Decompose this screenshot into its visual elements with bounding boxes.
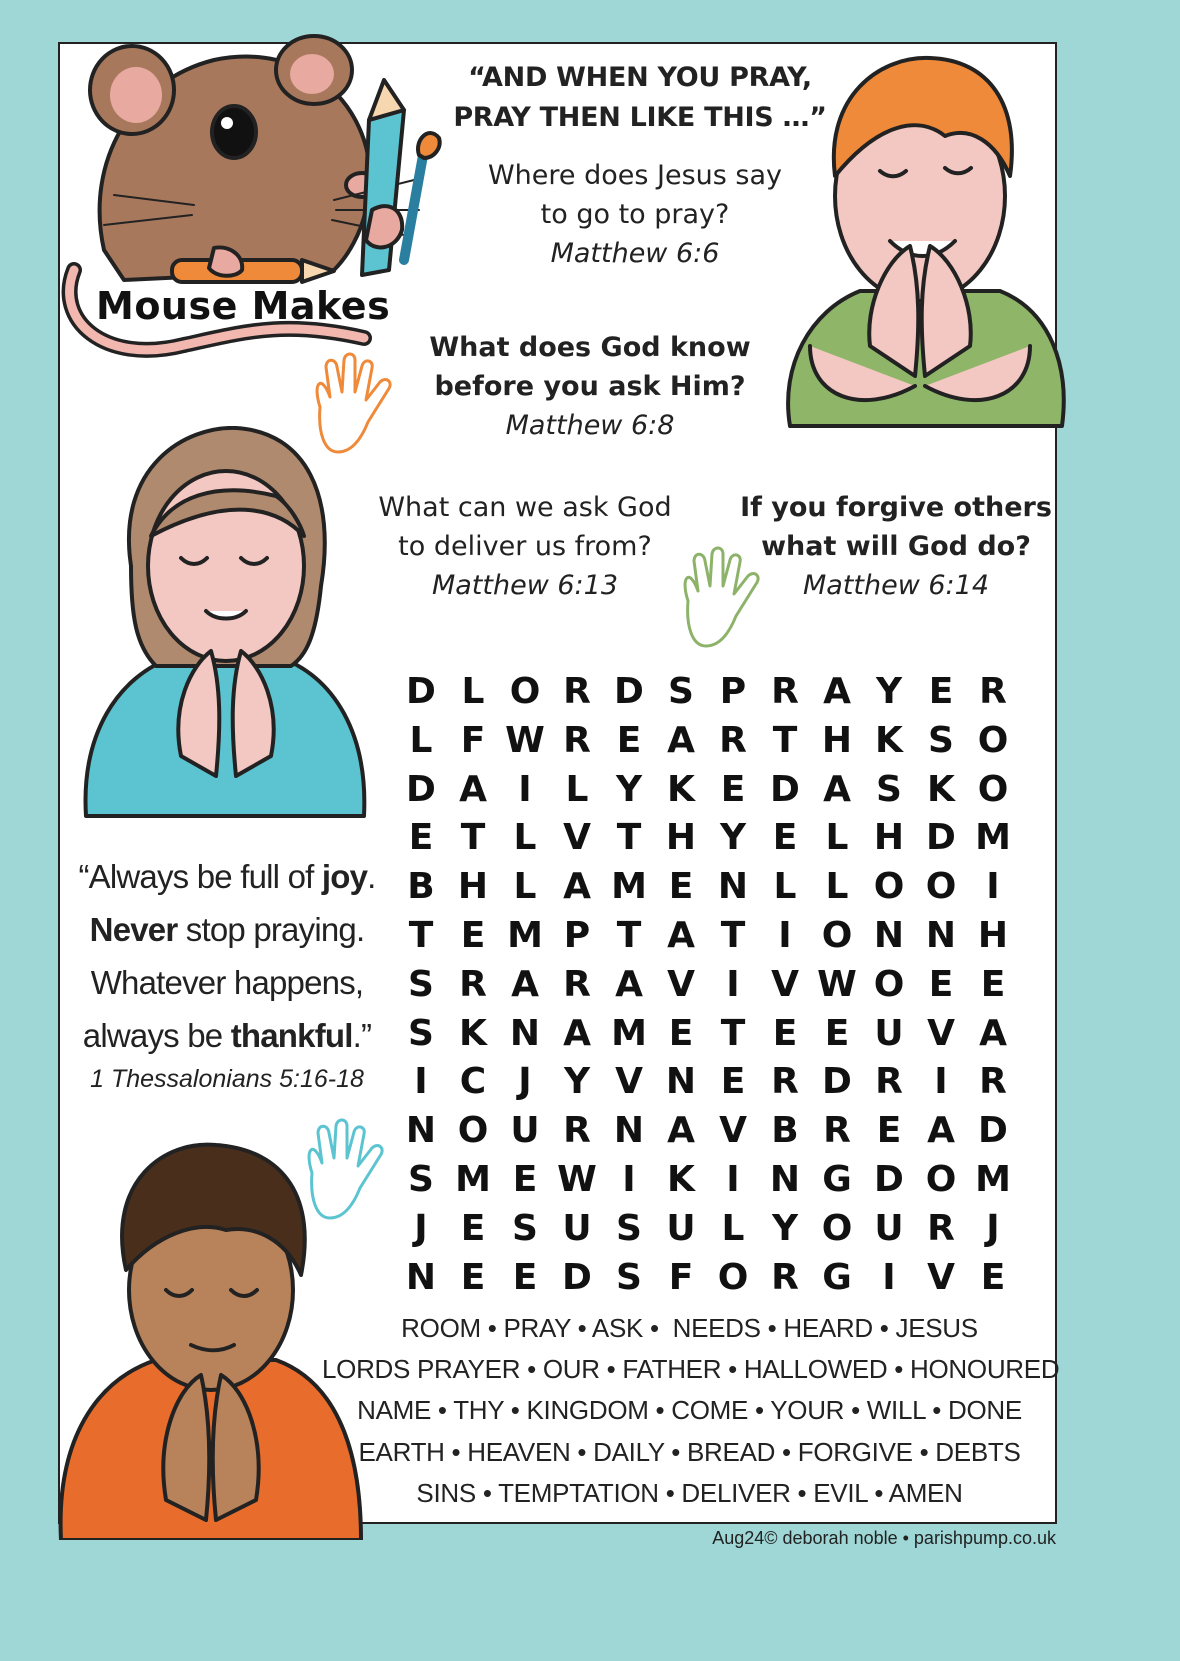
- question-3-ref: Matthew 6:13: [431, 570, 619, 601]
- grid-letter[interactable]: B: [771, 1110, 799, 1152]
- grid-letter[interactable]: V: [719, 1110, 747, 1152]
- grid-row: [395, 1205, 1019, 1254]
- word-list-line: LORDS PRAYER • OUR • FATHER • HALLOWED • HONOURED: [322, 1354, 1060, 1385]
- question-3: [365, 488, 685, 605]
- word-list-line: NAME • THY • KINGDOM • COME • YOUR • WILL • DONE: [357, 1395, 1022, 1426]
- grid-letter[interactable]: O: [821, 1207, 853, 1249]
- verse-reference: 1 Thessalonians 5:16-18: [90, 1065, 364, 1093]
- grid-letter[interactable]: V: [615, 1061, 643, 1103]
- verse-line-3: Whatever happens,: [90, 964, 364, 1001]
- grid-letter[interactable]: L: [513, 817, 537, 859]
- grid-letter[interactable]: K: [875, 719, 903, 761]
- grid-letter[interactable]: M: [611, 866, 647, 908]
- verse-emphasis: thankful: [230, 1017, 353, 1054]
- grid-letter[interactable]: P: [719, 671, 747, 712]
- grid-letter[interactable]: E: [876, 1110, 902, 1152]
- grid-letter[interactable]: D: [406, 768, 436, 810]
- grid-row: [395, 863, 1019, 912]
- grid-letter[interactable]: I: [414, 1061, 428, 1103]
- grid-letter[interactable]: N: [873, 914, 905, 956]
- grid-letter[interactable]: N: [509, 1012, 541, 1054]
- grid-letter[interactable]: D: [614, 671, 644, 712]
- grid-letter[interactable]: H: [977, 914, 1009, 956]
- grid-letter[interactable]: E: [460, 914, 486, 956]
- verse-line-2: [68, 903, 386, 956]
- grid-letter[interactable]: R: [979, 671, 1007, 712]
- grid-letter[interactable]: E: [928, 963, 954, 1005]
- word-list-line: ROOM • PRAY • ASK • NEEDS • HEARD • JESUS: [401, 1313, 978, 1343]
- grid-letter[interactable]: A: [823, 768, 851, 810]
- verse-text: always be: [82, 1017, 231, 1054]
- verse-line-1: [68, 850, 386, 903]
- grid-letter[interactable]: U: [666, 1207, 696, 1249]
- title-line-2: PRAY THEN LIKE THIS …”: [453, 102, 827, 133]
- grid-letter[interactable]: V: [667, 963, 695, 1005]
- grid-letter[interactable]: O: [925, 866, 957, 908]
- grid-row: [395, 1107, 1019, 1156]
- grid-letter[interactable]: D: [926, 817, 956, 859]
- grid-row: [395, 1058, 1019, 1107]
- grid-letter[interactable]: A: [667, 719, 695, 761]
- grid-letter[interactable]: Y: [771, 1207, 799, 1249]
- grid-letter[interactable]: E: [980, 963, 1006, 1005]
- grid-letter[interactable]: S: [876, 768, 902, 810]
- grid-letter[interactable]: R: [823, 1110, 851, 1152]
- grid-letter[interactable]: I: [882, 1256, 896, 1298]
- grid-letter[interactable]: R: [771, 1256, 799, 1298]
- grid-letter[interactable]: D: [770, 768, 800, 810]
- grid-letter[interactable]: M: [611, 1012, 647, 1054]
- grid-letter[interactable]: K: [667, 768, 695, 810]
- grid-letter[interactable]: A: [615, 963, 643, 1005]
- grid-letter[interactable]: S: [616, 1256, 642, 1298]
- grid-letter[interactable]: O: [873, 866, 905, 908]
- grid-letter[interactable]: S: [408, 1012, 434, 1054]
- grid-letter[interactable]: A: [979, 1012, 1007, 1054]
- grid-letter[interactable]: G: [822, 1158, 852, 1200]
- grid-letter[interactable]: N: [405, 1256, 437, 1298]
- grid-letter[interactable]: O: [821, 914, 853, 956]
- verse-line-4: [68, 1009, 386, 1062]
- grid-row: [395, 912, 1019, 961]
- grid-letter[interactable]: V: [563, 817, 591, 859]
- grid-letter[interactable]: U: [562, 1207, 592, 1249]
- question-2-line-2: before you ask Him?: [434, 371, 746, 402]
- grid-letter[interactable]: B: [407, 866, 435, 908]
- grid-row: [395, 1254, 1019, 1303]
- grid-letter[interactable]: Y: [875, 671, 903, 712]
- grid-letter[interactable]: E: [512, 1158, 538, 1200]
- question-3-line-2: to deliver us from?: [398, 531, 652, 562]
- question-1: [470, 156, 800, 273]
- grid-letter[interactable]: T: [720, 1012, 746, 1054]
- grid-letter[interactable]: U: [510, 1110, 540, 1152]
- grid-letter[interactable]: O: [977, 768, 1009, 810]
- question-4-line-1: If you forgive others: [740, 492, 1052, 523]
- grid-letter[interactable]: M: [975, 817, 1011, 859]
- grid-letter[interactable]: L: [409, 719, 433, 761]
- grid-letter[interactable]: O: [925, 1158, 957, 1200]
- grid-letter[interactable]: E: [980, 1256, 1006, 1298]
- grid-letter[interactable]: R: [771, 671, 799, 712]
- grid-letter[interactable]: N: [925, 914, 957, 956]
- grid-letter[interactable]: M: [455, 1158, 491, 1200]
- grid-letter[interactable]: O: [977, 719, 1009, 761]
- grid-letter[interactable]: L: [773, 866, 797, 908]
- grid-letter[interactable]: R: [563, 719, 591, 761]
- grid-letter[interactable]: R: [459, 963, 487, 1005]
- question-4-ref: Matthew 6:14: [802, 570, 990, 601]
- grid-letter[interactable]: K: [667, 1158, 695, 1200]
- grid-letter[interactable]: O: [509, 671, 541, 712]
- grid-letter[interactable]: F: [668, 1256, 694, 1298]
- question-4-line-2: what will God do?: [761, 531, 1031, 562]
- grid-letter[interactable]: D: [978, 1110, 1008, 1152]
- grid-letter[interactable]: D: [822, 1061, 852, 1103]
- grid-row: [395, 1156, 1019, 1205]
- grid-letter[interactable]: S: [668, 671, 694, 712]
- word-list-line: SINS • TEMPTATION • DELIVER • EVIL • AMEN: [416, 1477, 963, 1508]
- grid-letter[interactable]: A: [927, 1110, 955, 1152]
- grid-letter[interactable]: N: [665, 1061, 697, 1103]
- grid-letter[interactable]: U: [874, 1012, 904, 1054]
- grid-letter[interactable]: L: [825, 866, 849, 908]
- grid-letter[interactable]: M: [975, 1158, 1011, 1200]
- grid-letter[interactable]: I: [778, 914, 792, 956]
- grid-letter[interactable]: A: [563, 1012, 591, 1054]
- grid-letter[interactable]: V: [927, 1256, 955, 1298]
- grid-row: [395, 961, 1019, 1010]
- grid-row: [395, 668, 1019, 717]
- grid-letter[interactable]: A: [823, 671, 851, 712]
- grid-letter[interactable]: N: [769, 1158, 801, 1200]
- grid-letter[interactable]: T: [408, 914, 434, 956]
- grid-letter[interactable]: A: [667, 914, 695, 956]
- grid-letter[interactable]: I: [726, 1158, 740, 1200]
- grid-letter[interactable]: E: [668, 1012, 694, 1054]
- boy-orange-hair-illustration: [770, 46, 1074, 436]
- grid-letter[interactable]: E: [772, 1012, 798, 1054]
- grid-letter[interactable]: S: [408, 963, 434, 1005]
- grid-letter[interactable]: U: [874, 1207, 904, 1249]
- question-2-ref: Matthew 6:8: [505, 410, 675, 441]
- grid-letter[interactable]: R: [979, 1061, 1007, 1103]
- question-1-line-1: Where does Jesus say: [487, 160, 783, 191]
- verse-text: stop praying.: [177, 911, 365, 948]
- grid-letter[interactable]: W: [505, 719, 545, 761]
- grid-letter[interactable]: R: [563, 1110, 591, 1152]
- grid-letter[interactable]: D: [406, 671, 436, 712]
- grid-letter[interactable]: S: [928, 719, 954, 761]
- grid-letter[interactable]: R: [719, 719, 747, 761]
- hand-outline-green-icon: [668, 546, 773, 656]
- question-2: [420, 328, 760, 445]
- grid-letter[interactable]: Y: [615, 768, 643, 810]
- grid-letter[interactable]: R: [563, 671, 591, 712]
- grid-letter[interactable]: R: [927, 1207, 955, 1249]
- verse-block: [68, 850, 386, 1096]
- grid-letter[interactable]: I: [726, 963, 740, 1005]
- grid-letter[interactable]: E: [824, 1012, 850, 1054]
- grid-row: [395, 814, 1019, 863]
- grid-letter[interactable]: V: [927, 1012, 955, 1054]
- grid-letter[interactable]: G: [822, 1256, 852, 1298]
- boy-curly-hair-illustration: [56, 1140, 366, 1540]
- grid-letter[interactable]: N: [405, 1110, 437, 1152]
- grid-row: [395, 766, 1019, 815]
- grid-letter[interactable]: V: [771, 963, 799, 1005]
- title-line-1: “AND WHEN YOU PRAY,: [468, 62, 812, 93]
- copyright-footer: Aug24© deborah noble • parishpump.co.uk: [712, 1528, 1056, 1548]
- grid-letter[interactable]: O: [717, 1256, 749, 1298]
- grid-letter[interactable]: E: [408, 817, 434, 859]
- grid-letter[interactable]: T: [772, 719, 798, 761]
- grid-letter[interactable]: L: [461, 671, 485, 712]
- grid-letter[interactable]: I: [986, 866, 1000, 908]
- grid-letter[interactable]: E: [460, 1207, 486, 1249]
- grid-letter[interactable]: J: [518, 1061, 532, 1103]
- grid-letter[interactable]: D: [874, 1158, 904, 1200]
- grid-letter[interactable]: A: [511, 963, 539, 1005]
- grid-letter[interactable]: W: [817, 963, 857, 1005]
- grid-letter[interactable]: K: [459, 1012, 487, 1054]
- grid-letter[interactable]: A: [563, 866, 591, 908]
- grid-letter[interactable]: S: [512, 1207, 538, 1249]
- grid-letter[interactable]: W: [557, 1158, 597, 1200]
- grid-letter[interactable]: T: [616, 817, 642, 859]
- grid-letter[interactable]: K: [927, 768, 955, 810]
- grid-letter[interactable]: I: [518, 768, 532, 810]
- verse-text: .: [367, 858, 376, 895]
- question-2-line-1: What does God know: [429, 332, 751, 363]
- grid-letter[interactable]: M: [507, 914, 543, 956]
- grid-letter[interactable]: T: [616, 914, 642, 956]
- brand-logo-text: Mouse Makes: [96, 284, 391, 328]
- grid-letter[interactable]: E: [512, 1256, 538, 1298]
- verse-emphasis: joy: [321, 858, 368, 895]
- grid-letter[interactable]: A: [459, 768, 487, 810]
- grid-letter[interactable]: E: [720, 768, 746, 810]
- grid-letter[interactable]: T: [460, 817, 486, 859]
- grid-letter[interactable]: L: [825, 817, 849, 859]
- grid-letter[interactable]: I: [622, 1158, 636, 1200]
- girl-praying-illustration: [76, 426, 376, 826]
- grid-letter[interactable]: S: [408, 1158, 434, 1200]
- grid-letter[interactable]: P: [563, 914, 591, 956]
- grid-letter[interactable]: J: [414, 1207, 428, 1249]
- grid-row: [395, 717, 1019, 766]
- grid-letter[interactable]: N: [613, 1110, 645, 1152]
- grid-letter[interactable]: H: [665, 817, 697, 859]
- grid-letter[interactable]: L: [513, 866, 537, 908]
- grid-letter[interactable]: L: [721, 1207, 745, 1249]
- grid-letter[interactable]: E: [720, 1061, 746, 1103]
- grid-letter[interactable]: F: [460, 719, 486, 761]
- grid-letter[interactable]: E: [772, 817, 798, 859]
- question-1-line-2: to go to pray?: [540, 199, 730, 230]
- grid-letter[interactable]: R: [563, 963, 591, 1005]
- grid-letter[interactable]: N: [717, 866, 749, 908]
- question-3-line-1: What can we ask God: [378, 492, 672, 523]
- grid-letter[interactable]: H: [873, 817, 905, 859]
- grid-letter[interactable]: R: [771, 1061, 799, 1103]
- verse-text: .”: [352, 1017, 372, 1054]
- grid-row: [395, 1010, 1019, 1059]
- grid-letter[interactable]: E: [928, 671, 954, 712]
- grid-letter[interactable]: O: [457, 1110, 489, 1152]
- grid-letter[interactable]: I: [934, 1061, 948, 1103]
- grid-letter[interactable]: S: [616, 1207, 642, 1249]
- grid-letter[interactable]: A: [667, 1110, 695, 1152]
- grid-letter[interactable]: D: [562, 1256, 592, 1298]
- grid-letter[interactable]: O: [873, 963, 905, 1005]
- grid-letter[interactable]: E: [460, 1256, 486, 1298]
- word-list-line: EARTH • HEAVEN • DAILY • BREAD • FORGIVE • DEBTS: [358, 1436, 1021, 1467]
- verse-text: “Always be full of: [78, 858, 322, 895]
- grid-letter[interactable]: T: [720, 914, 746, 956]
- grid-letter[interactable]: E: [616, 719, 642, 761]
- grid-letter[interactable]: H: [821, 719, 853, 761]
- grid-letter[interactable]: Y: [563, 1061, 591, 1103]
- word-list: [322, 1308, 1060, 1514]
- question-4: [740, 488, 1052, 605]
- verse-emphasis: Never: [89, 911, 178, 948]
- grid-letter[interactable]: J: [986, 1207, 1000, 1249]
- grid-letter[interactable]: R: [875, 1061, 903, 1103]
- grid-letter[interactable]: C: [459, 1061, 487, 1103]
- grid-letter[interactable]: L: [565, 768, 589, 810]
- grid-letter[interactable]: E: [668, 866, 694, 908]
- grid-letter[interactable]: H: [457, 866, 489, 908]
- question-1-ref: Matthew 6:6: [550, 238, 720, 269]
- grid-letter[interactable]: Y: [719, 817, 747, 859]
- word-search-grid: [395, 668, 1019, 1302]
